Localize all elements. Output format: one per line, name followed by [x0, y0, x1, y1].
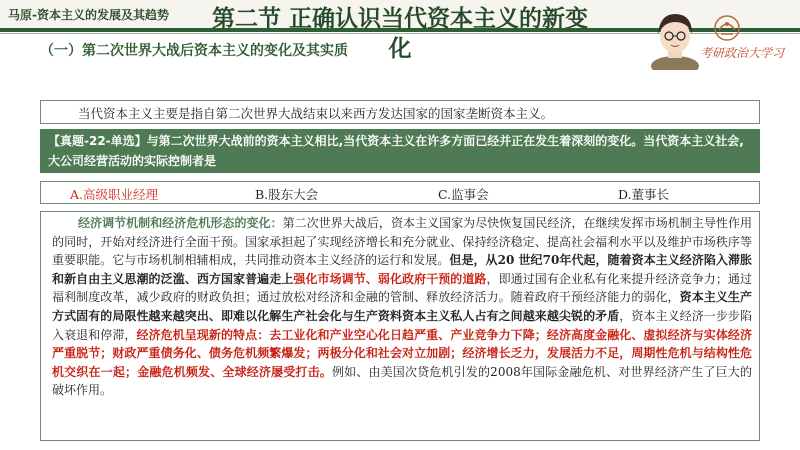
analysis-part-4: ，即通过国有企业私有化来提升经济竞争力；通过福利制度改革，减少政府的财政负担；通过放松对经济和金融的管制、释放经济活力。随着政府干预经济能力的弱化，: [52, 271, 752, 305]
option-d: D.董事长: [618, 187, 670, 202]
course-title: 马原-资本主义的发展及其趋势: [8, 8, 169, 22]
analysis-part-8: 例如、由美国次贷危机引发的2008年国际金融危机、对世界经济产生了巨大的破坏作用。: [52, 364, 752, 398]
analysis-part-5: 资本主义生产方式固有的局限性越来越突出、即难以化解生产社会化与生产资料资本主义私人占有之间越来越尖锐的矛盾: [52, 290, 752, 323]
analysis-part-2: 但是，从20 世纪70年代起，随着资本主义经济陷入滞胀和新自由主义思潮的泛滥、西方国家普遍走上: [52, 253, 752, 286]
analysis-part-1: 第二次世界大战后，资本主义国家为尽快恢复国民经济，在继续发挥市场机制主导性作用的同时，开始对经济进行全面干预。国家承担起了实现经济增长和充分就业、保持经济稳定、提高社会福利水平以及维护市场秩序等重要职能。它与市场机制相辅相成，共同推动资本主义经济的运行和发展。: [52, 216, 752, 268]
intro-text: 当代资本主义主要是指自第二次世界大战结束以来西方发达国家的国家垄断资本主义。: [78, 106, 554, 121]
option-a-correct: A.高级职业经理: [70, 187, 159, 202]
analysis-highlight-2: 经济危机呈现新的特点：去工业化和产业空心化日趋严重、产业竞争力下降；经济高度金融化、虚拟经济与实体经济严重脱节；财政严重债务化、债务危机频繁爆发；两极分化和社会对立加剧；经济增长乏力，发展活力不足，周期性危机与结构性危机交织在一起；金融危机频发、全球经济屡受打击。: [52, 327, 752, 379]
logo-icon: [712, 14, 742, 42]
teacher-avatar-icon: [648, 8, 702, 70]
logo-text: 考研政治大学习: [700, 46, 785, 60]
analysis-lead: 经济调节机制和经济危机形态的变化：: [78, 216, 283, 230]
section-subtitle: （一）第二次世界大战后资本主义的变化及其实质: [40, 43, 348, 59]
analysis-highlight-1: 强化市场调节、弱化政府干预的道路: [293, 271, 487, 286]
analysis-paragraph: [52, 214, 752, 400]
analysis-part-6: ，资本主义经济一步步陷入衰退和停滞，: [52, 308, 752, 342]
option-c: C.监事会: [438, 187, 489, 202]
question-text: 【真题-22-单选】与第二次世界大战前的资本主义相比,当代资本主义在许多方面已经并正在发生着深刻的变化。当代资本主义社会,大公司经营活动的实际控制者是: [48, 134, 744, 168]
option-b: B.股东大会: [255, 187, 319, 202]
page-title: 第二节 正确认识当代资本主义的新变化: [211, 6, 588, 62]
